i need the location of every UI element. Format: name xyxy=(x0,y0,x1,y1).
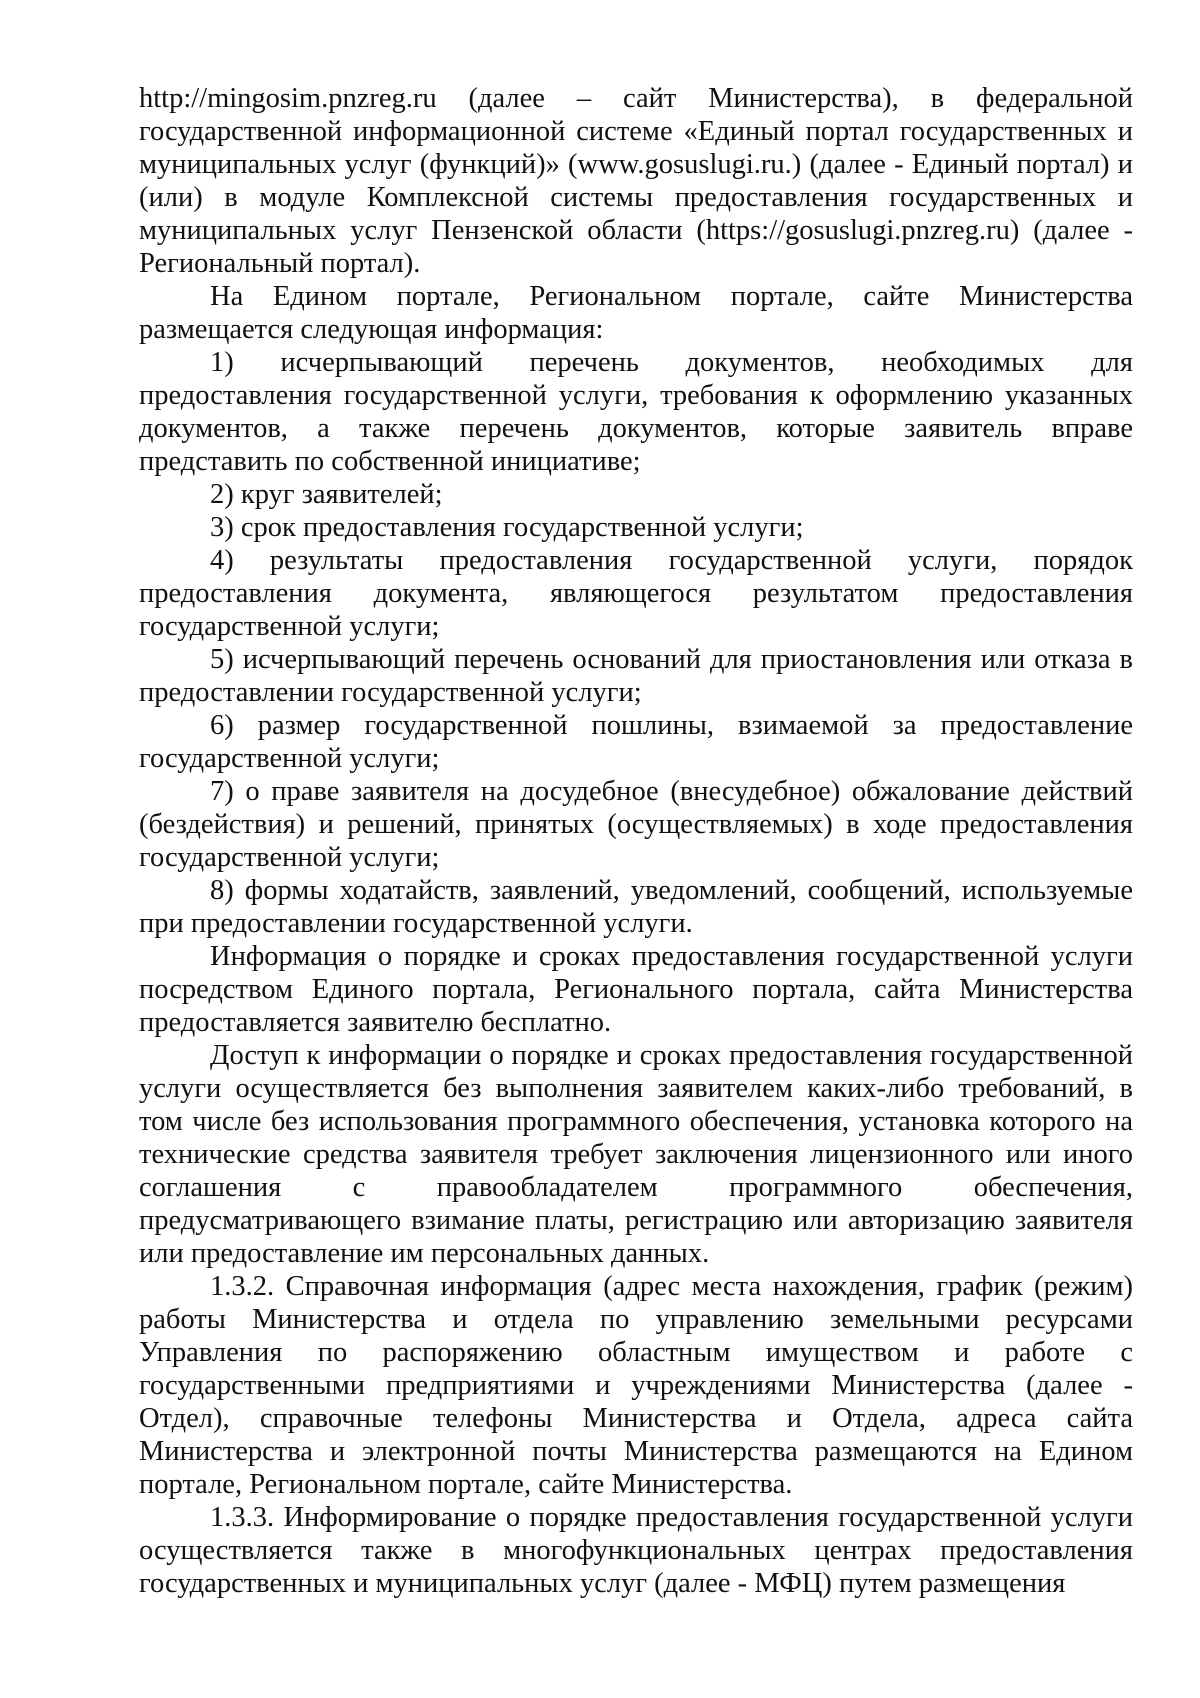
list-item-7: 7) о праве заявителя на досудебное (внесудебное) обжалование действий (бездействия) и решений, принятых (осуществляемых) в ходе предоставления государственной услуги; xyxy=(139,776,1133,873)
list-item-3: 3) срок предоставления государственной услуги; xyxy=(210,512,804,543)
paragraph-free-info: Информация о порядке и сроках предоставления государственной услуги посредством Единого портала, Регионального портала, сайта Министерства предоставляется заявителю бесплатно. xyxy=(139,941,1133,1038)
list-item-1: 1) исчерпывающий перечень документов, необходимых для предоставления государственной услуги, требования к оформлению указанных документов, а также перечень документов, которые заявитель вправе представить по собственной инициативе; xyxy=(139,347,1133,477)
paragraph-access: Доступ к информации о порядке и сроках предоставления государственной услуги осуществляется без выполнения заявителем каких-либо требований, в том числе без использования программного обеспечения, установка которого на технические средства заявителя требует заключения лицензионного или иного соглашения с правообладателем программного обеспечения, предусматривающего взимание платы, регистрацию или авторизацию заявителя или предоставление им персональных данных. xyxy=(139,1040,1133,1269)
paragraph-info-intro: На Едином портале, Региональном портале, сайте Министерства размещается следующая информация: xyxy=(139,281,1133,345)
paragraph-section-1-3-2: 1.3.2. Справочная информация (адрес места нахождения, график (режим) работы Министерства и отдела по управлению земельными ресурсами Управления по распоряжению областным имуществом и работе с государственными предприятиями и учреждениями Министерства (далее - Отдел), справочные телефоны Министерства и Отдела, адреса сайта Министерства и электронной почты Министерства размещаются на Едином портале, Региональном портале, сайте Министерства. xyxy=(139,1271,1133,1500)
list-item-8: 8) формы ходатайств, заявлений, уведомлений, сообщений, используемые при предоставлении государственной услуги. xyxy=(139,875,1133,939)
list-item-6: 6) размер государственной пошлины, взимаемой за предоставление государственной услуги; xyxy=(139,710,1133,774)
document-page xyxy=(139,82,1133,1600)
paragraph-portals-definition: http://mingosim.pnzreg.ru (далее – сайт Министерства), в федеральной государственной информационной системе «Единый портал государственных и муниципальных услуг (функций)» (www.gosuslugi.ru.) (далее - Единый портал) и (или) в модуле Комплексной системы предоставления государственных и муниципальных услуг Пензенской области (https://gosuslugi.pnzreg.ru) (далее - Региональный портал). xyxy=(139,83,1133,279)
list-item-4: 4) результаты предоставления государственной услуги, порядок предоставления документа, являющегося результатом предоставления государственной услуги; xyxy=(139,545,1133,642)
list-item-5: 5) исчерпывающий перечень оснований для приостановления или отказа в предоставлении государственной услуги; xyxy=(139,644,1133,708)
paragraph-section-1-3-3: 1.3.3. Информирование о порядке предоставления государственной услуги осуществляется также в многофункциональных центрах предоставления государственных и муниципальных услуг (далее - МФЦ) путем размещения xyxy=(139,1502,1133,1599)
list-item-2: 2) круг заявителей; xyxy=(210,479,443,510)
